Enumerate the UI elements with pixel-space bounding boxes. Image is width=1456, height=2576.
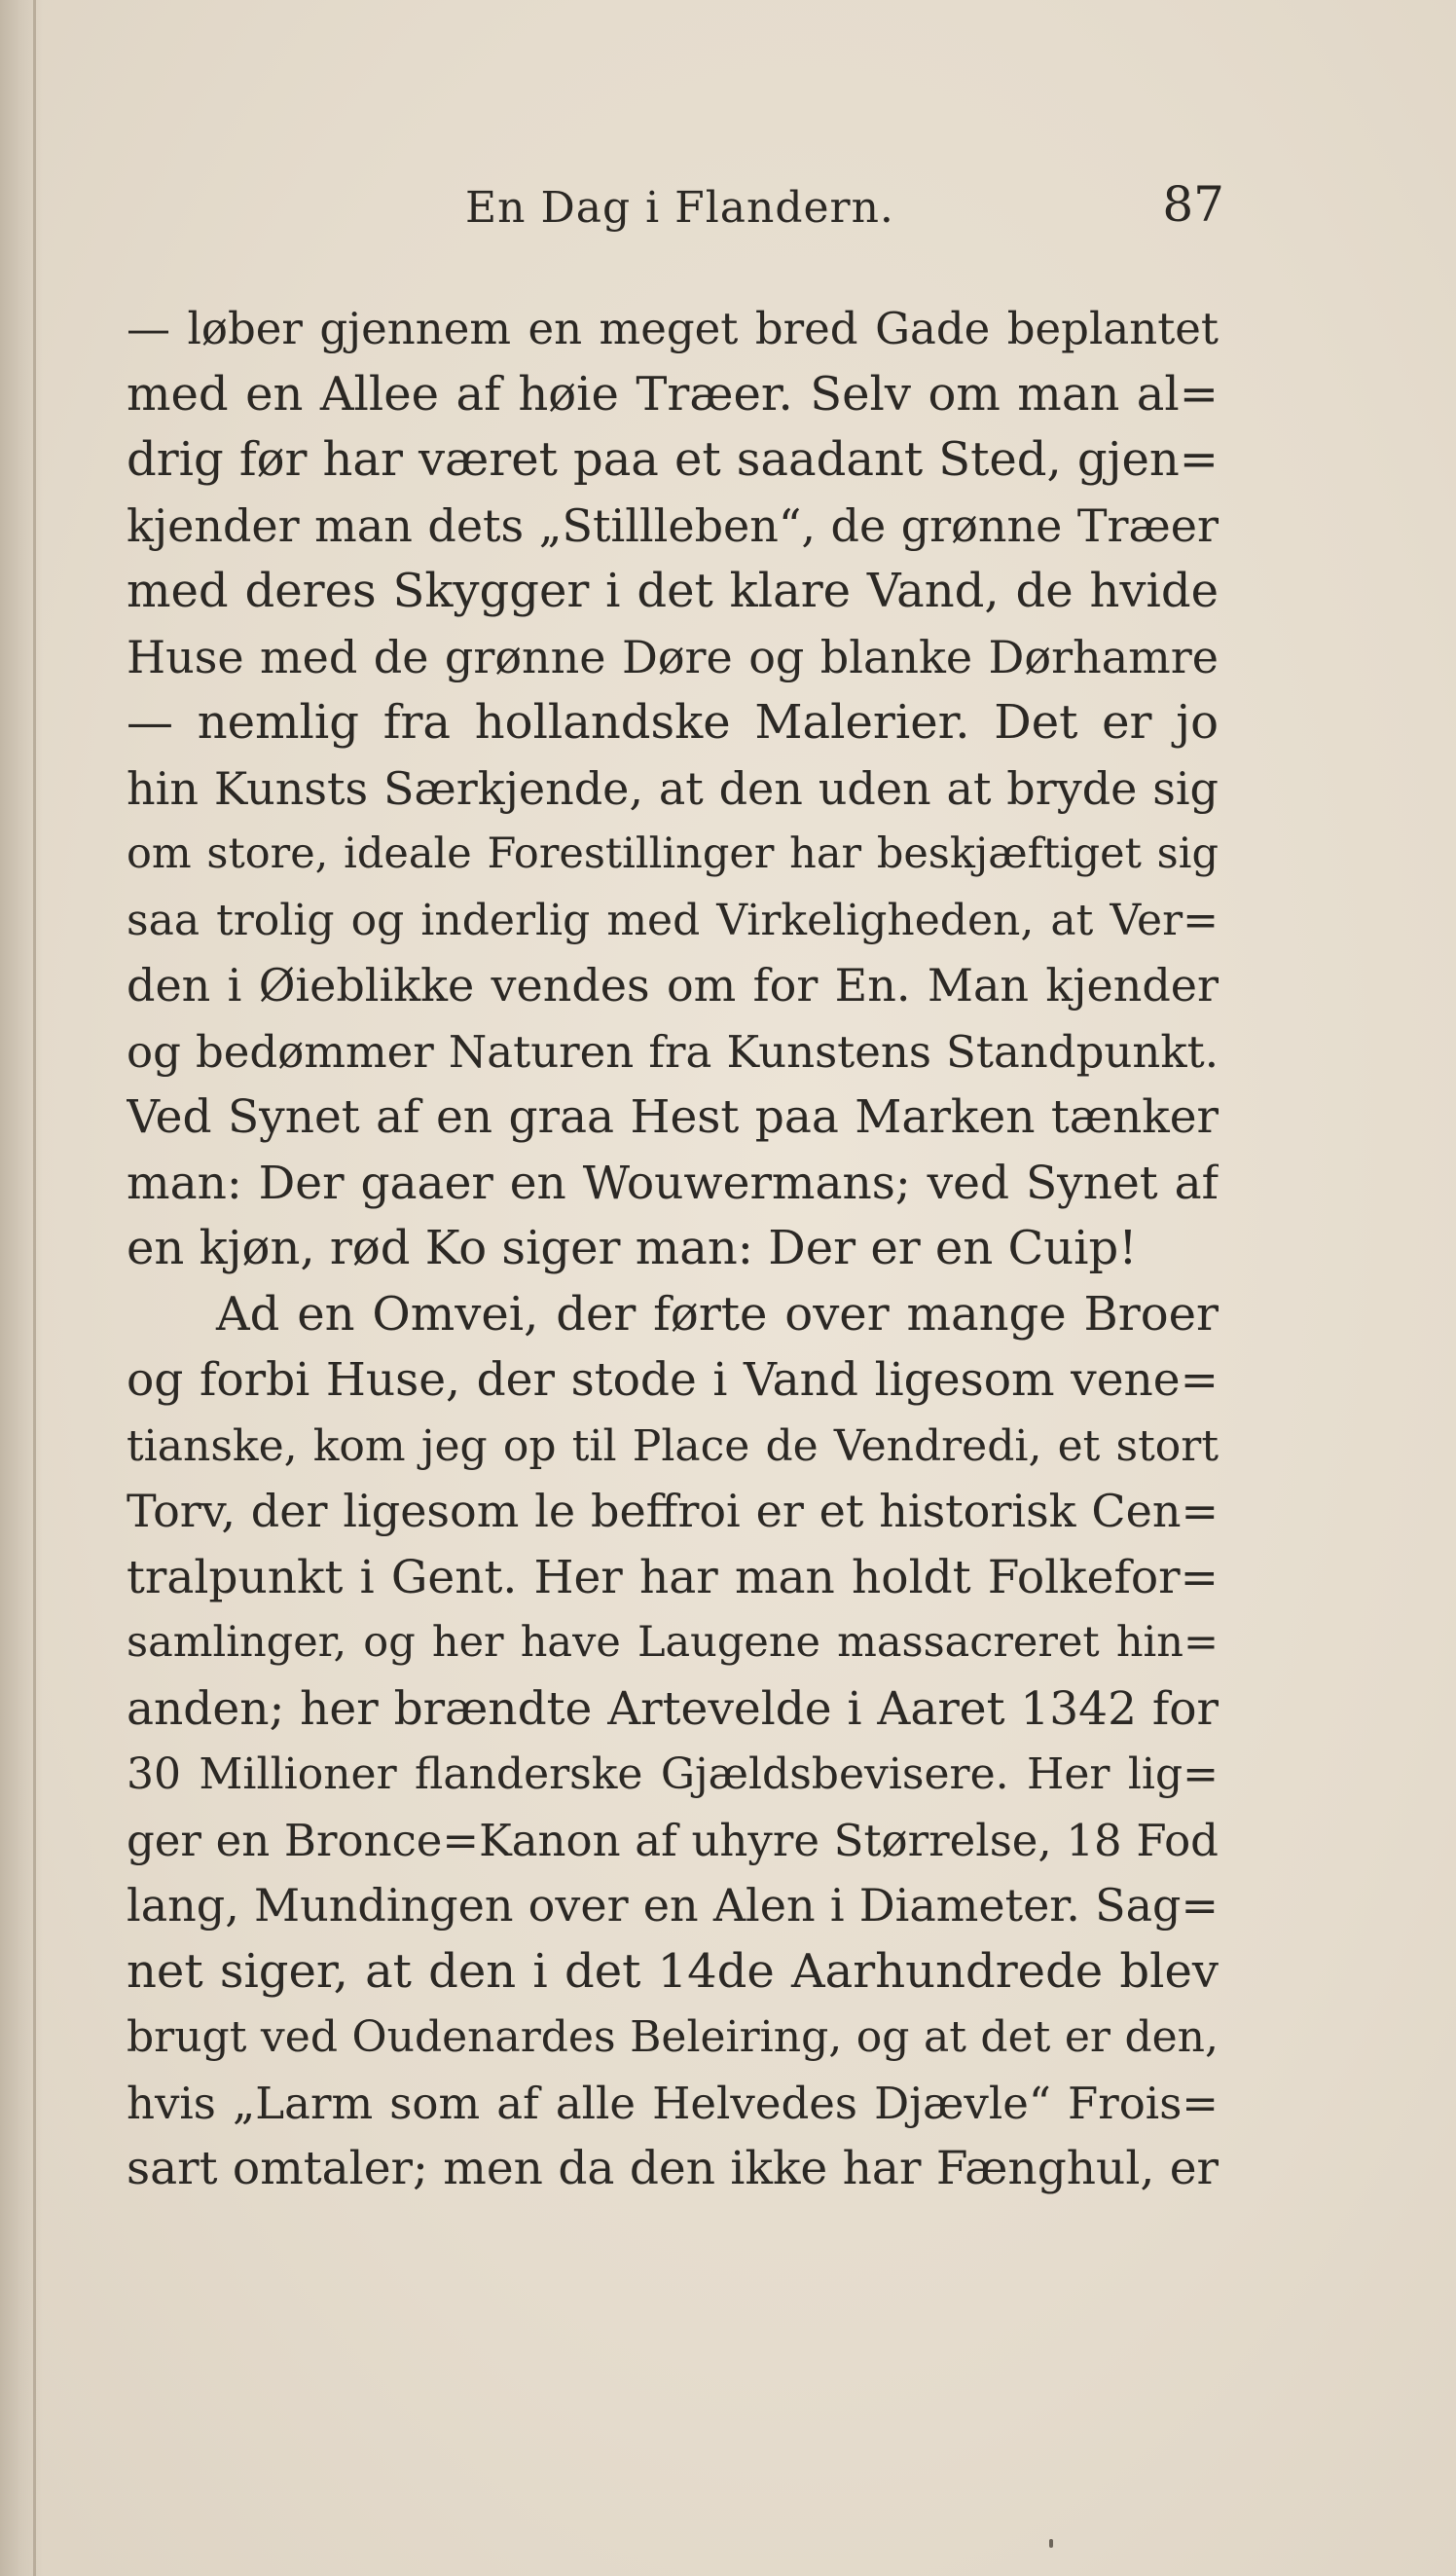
binding-edge	[33, 0, 36, 2576]
text-line: hin Kunsts Særkjende, at den uden at bryde sig	[127, 761, 1219, 815]
text-line: tianske, kom jeg op til Place de Vendredi, et stort	[127, 1420, 1219, 1471]
text-line: tralpunkt i Gent. Her har man holdt Folkefor=	[127, 1550, 1219, 1604]
paragraph-start-line: Ad en Omvei, der førte over mange Broer	[216, 1286, 1219, 1342]
text-line: en kjøn, rød Ko siger man: Der er en Cuip!	[127, 1221, 1138, 1275]
text-line: lang, Mundingen over en Alen i Diameter. Sag=	[127, 1879, 1219, 1932]
text-line: og bedømmer Naturen fra Kunstens Standpunkt.	[127, 1025, 1219, 1078]
body-text	[127, 296, 1219, 2202]
text-line: kjender man dets „Stillleben“, de grønne Træer	[127, 498, 1219, 552]
text-line: Huse med de grønne Døre og blanke Dørhamre	[127, 630, 1219, 683]
text-line: med en Allee af høie Træer. Selv om man al=	[127, 366, 1219, 422]
text-line: om store, ideale Forestillinger har beskjæftiget sig	[127, 829, 1219, 878]
text-line: brugt ved Oudenardes Beleiring, og at det er den,	[127, 2012, 1219, 2062]
text-line: — løber gjennem en meget bred Gade beplantet	[127, 303, 1219, 354]
text-line: med deres Skygger i det klare Vand, de hvide	[127, 564, 1219, 618]
paper-speck	[1049, 2539, 1053, 2548]
text-line: sart omtaler; men da den ikke har Fænghul, er	[127, 2142, 1219, 2195]
text-line: — nemlig fra hollandske Malerier. Det er jo	[127, 695, 1219, 750]
text-line: og forbi Huse, der stode i Vand ligesom vene=	[127, 1353, 1219, 1407]
text-line: samlinger, og her have Laugene massacreret hin=	[127, 1618, 1219, 1667]
text-line: net siger, at den i det 14de Aarhundrede blev	[127, 1943, 1219, 1999]
text-line: hvis „Larm som af alle Helvedes Djævle“ Frois=	[127, 2077, 1219, 2129]
text-line: den i Øieblikke vendes om for En. Man kjender	[127, 959, 1219, 1012]
text-line: Torv, der ligesom le beffroi er et historisk Cen=	[127, 1485, 1219, 1537]
text-line: man: Der gaaer en Wouwermans; ved Synet af	[127, 1156, 1219, 1210]
text-line: anden; her brændte Artevelde i Aaret 1342 for	[127, 1681, 1219, 1736]
page-number: 87	[1162, 176, 1224, 233]
text-line: 30 Millioner flanderske Gjældsbevisere. Her lig=	[127, 1749, 1219, 1799]
text-line: Ved Synet af en graa Hest paa Marken tænker	[127, 1090, 1219, 1144]
binding-shadow	[0, 0, 43, 2576]
running-title: En Dag i Flandern.	[465, 183, 894, 233]
text-line: saa trolig og inderlig med Virkeligheden, at Ver=	[127, 895, 1219, 945]
text-line: ger en Bronce=Kanon af uhyre Størrelse, 18 Fod	[127, 1814, 1219, 1866]
text-line: drig før har været paa et saadant Sted, gjen=	[127, 432, 1219, 487]
